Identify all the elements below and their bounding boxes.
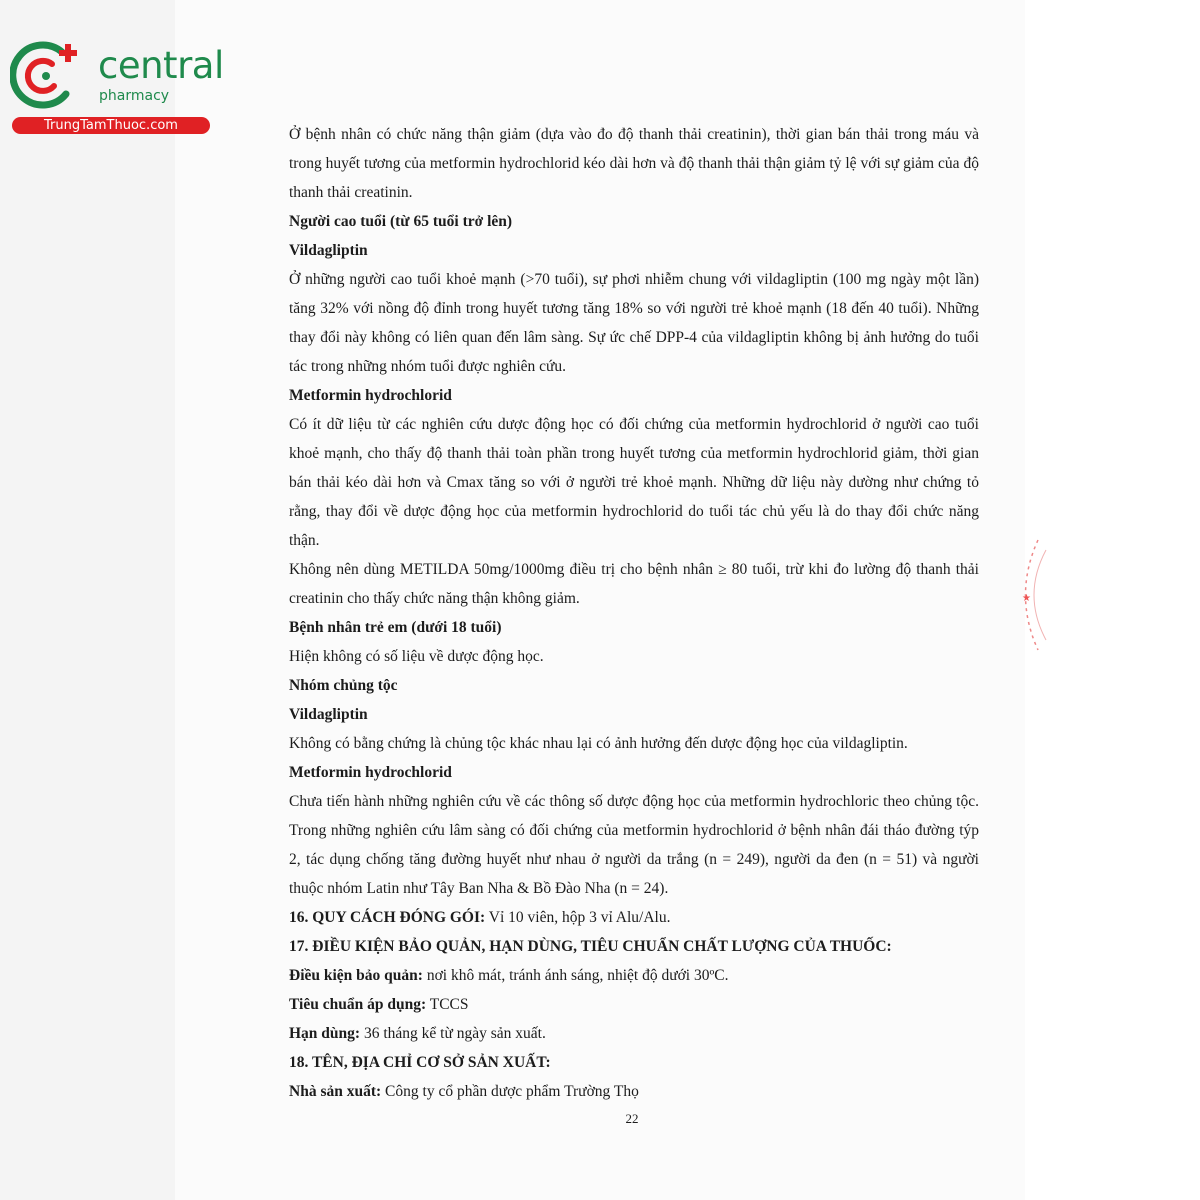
paragraph <box>289 265 979 381</box>
bold-label: 18. TÊN, ĐỊA CHỈ CƠ SỞ SẢN XUẤT: <box>289 1054 551 1071</box>
bold-label: Tiêu chuẩn áp dụng: <box>289 996 427 1013</box>
bold-label: Vildagliptin <box>289 242 368 259</box>
svg-text:★: ★ <box>1022 593 1031 604</box>
paragraph-text: Chưa tiến hành những nghiên cứu về các thông số dược động học của metformin hydrochloric theo chủng tộc. Trong những nghiên cứu lâm sàng có đối chứng của metformin hydrochlorid ở bệnh nhân đái tháo đường týp 2, tác dụng chống tăng đường huyết như nhau ở người da trắng (n = 249), người da đen (n = 51) và người thuộc nhóm Latin như Tây Ban Nha & Bồ Đào Nha (n = 24). <box>289 793 979 897</box>
red-stamp-fragment-icon <box>1008 535 1048 655</box>
paragraph <box>289 642 979 671</box>
paragraph <box>289 787 979 903</box>
page-margin-strip <box>1025 0 1200 1200</box>
bold-label: Điều kiện bảo quản: <box>289 967 423 984</box>
bold-label: Metformin hydrochlorid <box>289 764 452 781</box>
bold-label: Nhóm chủng tộc <box>289 677 398 694</box>
paragraph-text: 36 tháng kể từ ngày sản xuất. <box>360 1025 546 1042</box>
paragraph-text: Ở bệnh nhân có chức năng thận giảm (dựa vào đo độ thanh thải creatinin), thời gian bán thải trong máu và trong huyết tương của metformin hydrochlorid kéo dài hơn và độ thanh thải thận giảm tỷ lệ với sự giảm của độ thanh thải creatinin. <box>289 126 979 201</box>
section-heading <box>289 381 979 410</box>
paragraph-text: Vỉ 10 viên, hộp 3 vỉ Alu/Alu. <box>485 909 671 926</box>
section-heading <box>289 207 979 236</box>
paragraph-text: Hiện không có số liệu về dược động học. <box>289 648 544 665</box>
paragraph <box>289 120 979 207</box>
logo-name: central <box>98 44 224 87</box>
paragraph <box>289 729 979 758</box>
document-body <box>289 120 979 1106</box>
pharmacy-logo <box>10 38 224 138</box>
bold-label: Hạn dùng: <box>289 1025 361 1042</box>
paragraph <box>289 1077 979 1106</box>
paragraph <box>289 410 979 555</box>
section-heading <box>289 758 979 787</box>
bold-label: Bệnh nhân trẻ em (dưới 18 tuổi) <box>289 619 502 636</box>
section-heading <box>289 236 979 265</box>
logo-subtitle: pharmacy <box>99 88 170 104</box>
bold-label: Người cao tuổi (từ 65 tuổi trở lên) <box>289 213 513 230</box>
section-heading <box>289 671 979 700</box>
logo-banner: TrungTamThuoc.com <box>12 117 210 134</box>
paragraph <box>289 1019 979 1048</box>
paragraph-text: Ở những người cao tuổi khoẻ mạnh (>70 tuổi), sự phơi nhiễm chung với vildagliptin (100 mg ngày một lần) tăng 32% với nồng độ đỉnh trong huyết tương tăng 18% so với người trẻ khoẻ mạnh (18 đến 40 tuổi). Những thay đổi này không có liên quan đến lâm sàng. Sự ức chế DPP-4 của vildagliptin không bị ảnh hưởng do tuổi tác trong những nhóm tuổi được nghiên cứu. <box>289 271 979 375</box>
bold-label: Metformin hydrochlorid <box>289 387 452 404</box>
paragraph <box>289 990 979 1019</box>
paragraph-text: Công ty cổ phần dược phẩm Trường Thọ <box>381 1083 639 1100</box>
paragraph <box>289 555 979 613</box>
paragraph-text: Không có bằng chứng là chủng tộc khác nhau lại có ảnh hưởng đến dược động học của vildagliptin. <box>289 735 908 752</box>
bold-label: 16. QUY CÁCH ĐÓNG GÓI: <box>289 909 486 926</box>
paragraph <box>289 903 979 932</box>
section-heading <box>289 1048 979 1077</box>
paragraph-text: Không nên dùng METILDA 50mg/1000mg điều trị cho bệnh nhân ≥ 80 tuổi, trừ khi đo lường độ thanh thải creatinin cho thấy chức năng thận không giảm. <box>289 561 979 607</box>
paragraph-text: Có ít dữ liệu từ các nghiên cứu dược động học có đối chứng của metformin hydrochlorid ở người cao tuổi khoẻ mạnh, cho thấy độ thanh thải toàn phần trong huyết tương của metformin hydrochlorid giảm, thời gian bán thải kéo dài hơn và Cmax tăng so với ở người trẻ khoẻ mạnh. Những dữ liệu này dường như chứng tỏ rằng, thay đổi về dược động học của metformin hydrochlorid do tuổi tác chủ yếu là do thay đổi chức năng thận. <box>289 416 979 549</box>
section-heading <box>289 613 979 642</box>
paragraph-text: nơi khô mát, tránh ánh sáng, nhiệt độ dưới 30ºC. <box>422 967 729 984</box>
paragraph <box>289 961 979 990</box>
paragraph-text: TCCS <box>426 996 469 1013</box>
bold-label: 17. ĐIỀU KIỆN BẢO QUẢN, HẠN DÙNG, TIÊU CHUẨN CHẤT LƯỢNG CỦA THUỐC: <box>289 938 892 955</box>
bold-label: Nhà sản xuất: <box>289 1083 382 1100</box>
central-pharmacy-logo-icon <box>10 38 90 114</box>
bold-label: Vildagliptin <box>289 706 368 723</box>
page-number: 22 <box>625 1111 639 1126</box>
section-heading <box>289 932 979 961</box>
section-heading <box>289 700 979 729</box>
